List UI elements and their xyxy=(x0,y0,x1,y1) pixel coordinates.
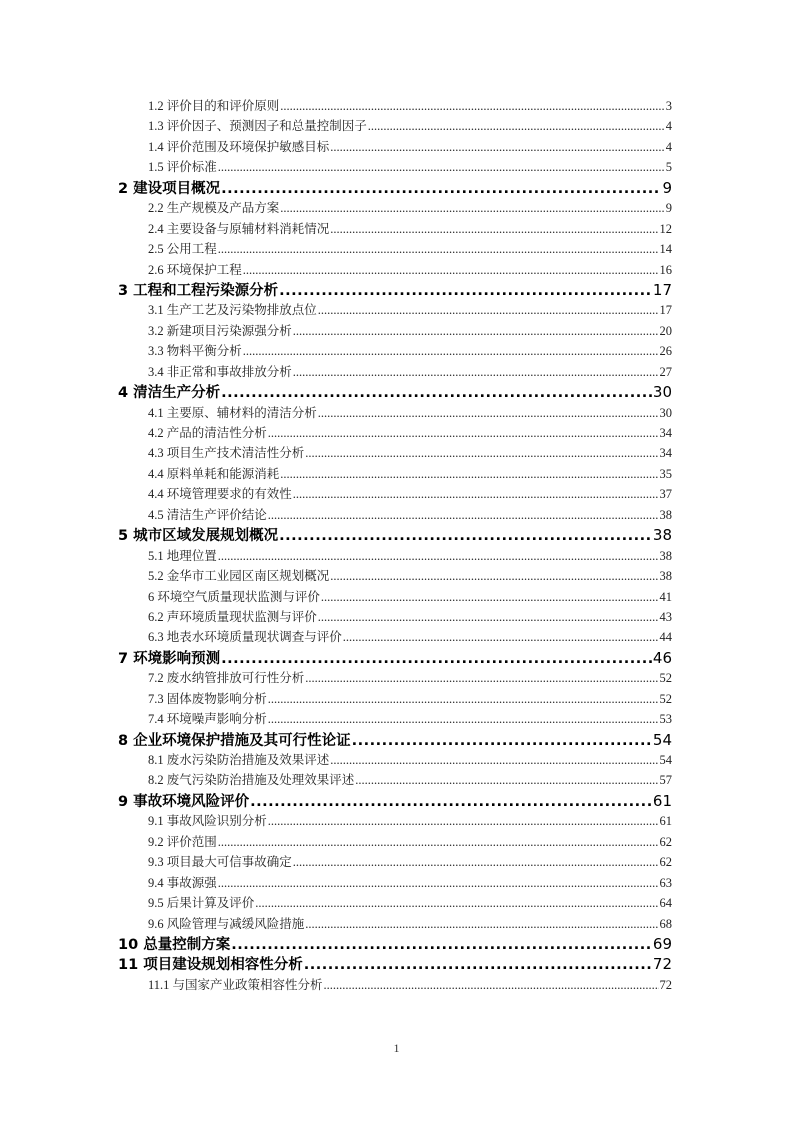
toc-entry-label: 9.1 事故风险识别分析 xyxy=(148,814,267,829)
toc-section-entry[interactable] xyxy=(118,709,672,729)
toc-entry-page-number: 34 xyxy=(659,426,672,440)
dot-leader xyxy=(243,341,659,361)
toc-entry-page-number: 43 xyxy=(659,609,672,624)
toc-entry-label: 3.1 生产工艺及污染物排放点位 xyxy=(148,303,317,318)
toc-entry-page-number: 4 xyxy=(665,119,672,134)
toc-section-entry[interactable] xyxy=(118,607,672,627)
dot-leader xyxy=(268,689,659,709)
toc-entry-label: 2 建设项目概况 xyxy=(118,180,221,197)
toc-entry-label: 9 事故环境风险评价 xyxy=(118,793,250,810)
toc-section-entry[interactable] xyxy=(118,239,672,259)
dot-leader xyxy=(321,587,659,607)
dot-leader xyxy=(279,526,652,546)
toc-entry-page-number: 26 xyxy=(659,344,672,359)
dot-leader xyxy=(218,239,659,259)
toc-entry-label: 8.1 废水污染防治措施及效果评述 xyxy=(148,753,330,767)
toc-section-entry[interactable] xyxy=(118,587,672,607)
toc-entry-label: 7.4 环境噪声影响分析 xyxy=(148,712,267,727)
dot-leader xyxy=(330,566,658,586)
dot-leader xyxy=(221,649,652,669)
dot-leader xyxy=(305,668,658,688)
toc-chapter-entry[interactable] xyxy=(118,178,672,198)
toc-entry-label: 7.3 固体废物影响分析 xyxy=(148,691,267,706)
toc-chapter-entry[interactable] xyxy=(118,648,672,668)
toc-entry-label: 3.3 物料平衡分析 xyxy=(148,344,242,359)
dot-leader xyxy=(330,137,664,157)
toc-section-entry[interactable] xyxy=(118,750,672,770)
toc-entry-page-number: 27 xyxy=(659,364,672,379)
toc-entry-page-number: 52 xyxy=(659,671,672,686)
dot-leader xyxy=(279,281,652,301)
toc-entry-page-number: 72 xyxy=(652,955,672,974)
toc-entry-label: 2.5 公用工程 xyxy=(148,242,217,257)
toc-entry-page-number: 62 xyxy=(659,834,672,849)
toc-entry-label: 5.1 地理位置 xyxy=(148,548,217,563)
dot-leader xyxy=(293,484,659,504)
dot-leader xyxy=(243,260,659,280)
toc-entry-page-number: 17 xyxy=(652,280,672,299)
dot-leader xyxy=(304,955,652,975)
toc-entry-label: 4.2 产品的清洁性分析 xyxy=(148,426,267,440)
toc-entry-page-number: 52 xyxy=(659,691,672,706)
toc-chapter-entry[interactable] xyxy=(118,382,672,402)
toc-entry-page-number: 9 xyxy=(665,201,672,216)
dot-leader xyxy=(368,116,665,136)
toc-entry-label: 1.5 评价标准 xyxy=(148,160,217,175)
toc-section-entry[interactable] xyxy=(118,811,672,831)
toc-entry-page-number: 62 xyxy=(659,855,672,870)
dot-leader xyxy=(218,157,665,177)
toc-section-entry[interactable] xyxy=(118,873,672,893)
toc-section-entry[interactable] xyxy=(118,116,672,136)
toc-entry-page-number: 64 xyxy=(659,896,672,911)
toc-section-entry[interactable] xyxy=(118,689,672,709)
dot-leader xyxy=(268,811,659,831)
toc-section-entry[interactable] xyxy=(118,321,672,341)
toc-entry-page-number: 69 xyxy=(652,934,672,953)
toc-entry-label: 4.1 主要原、辅材料的清洁分析 xyxy=(148,405,317,420)
toc-entry-label: 5 城市区域发展规划概况 xyxy=(118,528,279,545)
dot-leader xyxy=(318,300,659,320)
toc-entry-label: 7 环境影响预测 xyxy=(118,650,221,667)
toc-entry-page-number: 34 xyxy=(659,446,672,461)
toc-entry-label: 7.2 废水纳管排放可行性分析 xyxy=(148,671,305,686)
toc-entry-page-number: 16 xyxy=(659,262,672,277)
dot-leader xyxy=(324,975,659,995)
toc-entry-page-number: 30 xyxy=(659,405,672,420)
toc-section-entry[interactable] xyxy=(118,341,672,361)
dot-leader xyxy=(280,198,664,218)
toc-entry-label: 6.3 地表水环境质量现状调查与评价 xyxy=(148,630,342,645)
dot-leader xyxy=(318,403,659,423)
toc-entry-label: 2.6 环境保护工程 xyxy=(148,262,242,277)
toc-entry-label: 6 环境空气质量现状监测与评价 xyxy=(148,589,320,604)
toc-entry-page-number: 17 xyxy=(659,303,672,318)
toc-entry-label: 9.2 评价范围 xyxy=(148,834,217,849)
dot-leader xyxy=(255,893,658,913)
toc-section-entry[interactable] xyxy=(118,443,672,463)
toc-entry-page-number: 30 xyxy=(652,383,672,402)
toc-section-entry[interactable] xyxy=(118,566,672,586)
toc-section-entry[interactable] xyxy=(118,464,672,484)
toc-entry-label: 9.5 后果计算及评价 xyxy=(148,896,255,911)
toc-entry-page-number: 54 xyxy=(659,753,672,767)
toc-entry-page-number: 4 xyxy=(665,139,672,154)
dot-leader xyxy=(268,709,659,729)
dot-leader xyxy=(231,935,652,955)
dot-leader xyxy=(352,731,652,751)
toc-entry-page-number: 61 xyxy=(659,814,672,829)
toc-entry-page-number: 44 xyxy=(659,630,672,645)
toc-section-entry[interactable] xyxy=(118,914,672,934)
toc-entry-page-number: 9 xyxy=(662,178,672,197)
toc-entry-label: 11 项目建设规划相容性分析 xyxy=(118,957,303,974)
toc-entry-page-number: 41 xyxy=(659,589,672,604)
dot-leader xyxy=(330,219,658,239)
dot-leader xyxy=(218,546,659,566)
dot-leader xyxy=(355,770,658,790)
dot-leader xyxy=(268,423,659,443)
toc-entry-page-number: 20 xyxy=(659,323,672,338)
toc-entry-page-number: 68 xyxy=(659,916,672,931)
toc-entry-page-number: 35 xyxy=(659,466,672,481)
toc-chapter-entry[interactable] xyxy=(118,954,672,974)
toc-entry-page-number: 37 xyxy=(659,487,672,502)
toc-entry-label: 3.2 新建项目污染源强分析 xyxy=(148,323,292,338)
toc-section-entry[interactable] xyxy=(118,423,672,443)
toc-entry-page-number: 63 xyxy=(659,875,672,890)
toc-entry-page-number: 38 xyxy=(659,507,672,522)
dot-leader xyxy=(268,505,659,525)
toc-section-entry[interactable] xyxy=(118,505,672,525)
toc-entry-page-number: 72 xyxy=(659,977,672,992)
toc-entry-page-number: 38 xyxy=(659,569,672,584)
toc-section-entry[interactable] xyxy=(118,852,672,872)
dot-leader xyxy=(221,179,661,199)
toc-section-entry[interactable] xyxy=(118,403,672,423)
toc-entry-page-number: 12 xyxy=(659,221,672,236)
page-number: 1 xyxy=(393,1041,400,1055)
toc-section-entry[interactable] xyxy=(118,300,672,320)
dot-leader xyxy=(218,832,659,852)
toc-entry-label: 2.4 主要设备与原辅材料消耗情况 xyxy=(148,221,330,236)
toc-entry-label: 4.5 清洁生产评价结论 xyxy=(148,507,267,522)
toc-entry-label: 1.2 评价目的和评价原则 xyxy=(148,99,280,113)
toc-entry-page-number: 54 xyxy=(652,730,672,749)
toc-chapter-entry[interactable] xyxy=(118,525,672,545)
dot-leader xyxy=(280,96,664,116)
toc-section-entry[interactable] xyxy=(118,137,672,157)
toc-section-entry[interactable] xyxy=(118,546,672,566)
toc-section-entry[interactable] xyxy=(118,668,672,688)
toc-entry-page-number: 61 xyxy=(652,791,672,810)
dot-leader xyxy=(343,627,659,647)
dot-leader xyxy=(218,873,659,893)
toc-entry-page-number: 53 xyxy=(659,712,672,727)
toc-entry-label: 9.3 项目最大可信事故确定 xyxy=(148,855,292,870)
table-of-contents xyxy=(118,96,672,995)
toc-entry-label: 4.3 项目生产技术清洁性分析 xyxy=(148,446,305,461)
toc-chapter-entry[interactable] xyxy=(118,730,672,750)
toc-entry-label: 5.2 金华市工业园区南区规划概况 xyxy=(148,569,330,584)
toc-entry-label: 10 总量控制方案 xyxy=(118,936,231,953)
dot-leader xyxy=(318,607,659,627)
toc-section-entry[interactable] xyxy=(118,832,672,852)
dot-leader xyxy=(293,321,659,341)
toc-section-entry[interactable] xyxy=(118,260,672,280)
toc-section-entry[interactable] xyxy=(118,198,672,218)
dot-leader xyxy=(250,792,652,812)
toc-section-entry[interactable] xyxy=(118,975,672,995)
toc-section-entry[interactable] xyxy=(118,770,672,790)
toc-entry-label: 9.6 风险管理与减缓风险措施 xyxy=(148,916,305,931)
toc-entry-page-number: 38 xyxy=(652,526,672,545)
toc-entry-label: 1.3 评价因子、预测因子和总量控制因子 xyxy=(148,119,367,134)
toc-entry-page-number: 14 xyxy=(659,242,672,257)
toc-entry-label: 2.2 生产规模及产品方案 xyxy=(148,201,280,216)
toc-entry-page-number: 3 xyxy=(665,99,672,113)
toc-chapter-entry[interactable] xyxy=(118,280,672,300)
toc-entry-label: 6.2 声环境质量现状监测与评价 xyxy=(148,609,317,624)
toc-entry-page-number: 46 xyxy=(652,648,672,667)
dot-leader xyxy=(330,750,658,770)
toc-entry-label: 11.1 与国家产业政策相容性分析 xyxy=(148,977,323,992)
toc-entry-page-number: 38 xyxy=(659,548,672,563)
toc-entry-page-number: 57 xyxy=(659,773,672,788)
toc-entry-label: 3 工程和工程污染源分析 xyxy=(118,282,279,299)
toc-entry-label: 4 清洁生产分析 xyxy=(118,385,221,402)
toc-section-entry[interactable] xyxy=(118,219,672,239)
dot-leader xyxy=(305,443,658,463)
toc-entry-label: 1.4 评价范围及环境保护敏感目标 xyxy=(148,139,330,154)
toc-section-entry[interactable] xyxy=(118,96,672,116)
toc-entry-label: 8.2 废气污染防治措施及处理效果评述 xyxy=(148,773,355,788)
toc-section-entry[interactable] xyxy=(118,362,672,382)
dot-leader xyxy=(280,464,658,484)
toc-chapter-entry[interactable] xyxy=(118,791,672,811)
toc-entry-label: 3.4 非正常和事故排放分析 xyxy=(148,364,292,379)
dot-leader xyxy=(305,914,658,934)
dot-leader xyxy=(221,383,652,403)
toc-entry-label: 8 企业环境保护措施及其可行性论证 xyxy=(118,732,351,749)
toc-entry-label: 4.4 环境管理要求的有效性 xyxy=(148,487,292,502)
toc-chapter-entry[interactable] xyxy=(118,934,672,954)
toc-section-entry[interactable] xyxy=(118,893,672,913)
toc-section-entry[interactable] xyxy=(118,484,672,504)
toc-section-entry[interactable] xyxy=(118,627,672,647)
toc-entry-label: 9.4 事故源强 xyxy=(148,875,217,890)
dot-leader xyxy=(293,362,659,382)
dot-leader xyxy=(293,852,659,872)
toc-section-entry[interactable] xyxy=(118,157,672,177)
toc-entry-page-number: 5 xyxy=(665,160,672,175)
toc-entry-label: 4.4 原料单耗和能源消耗 xyxy=(148,466,280,481)
